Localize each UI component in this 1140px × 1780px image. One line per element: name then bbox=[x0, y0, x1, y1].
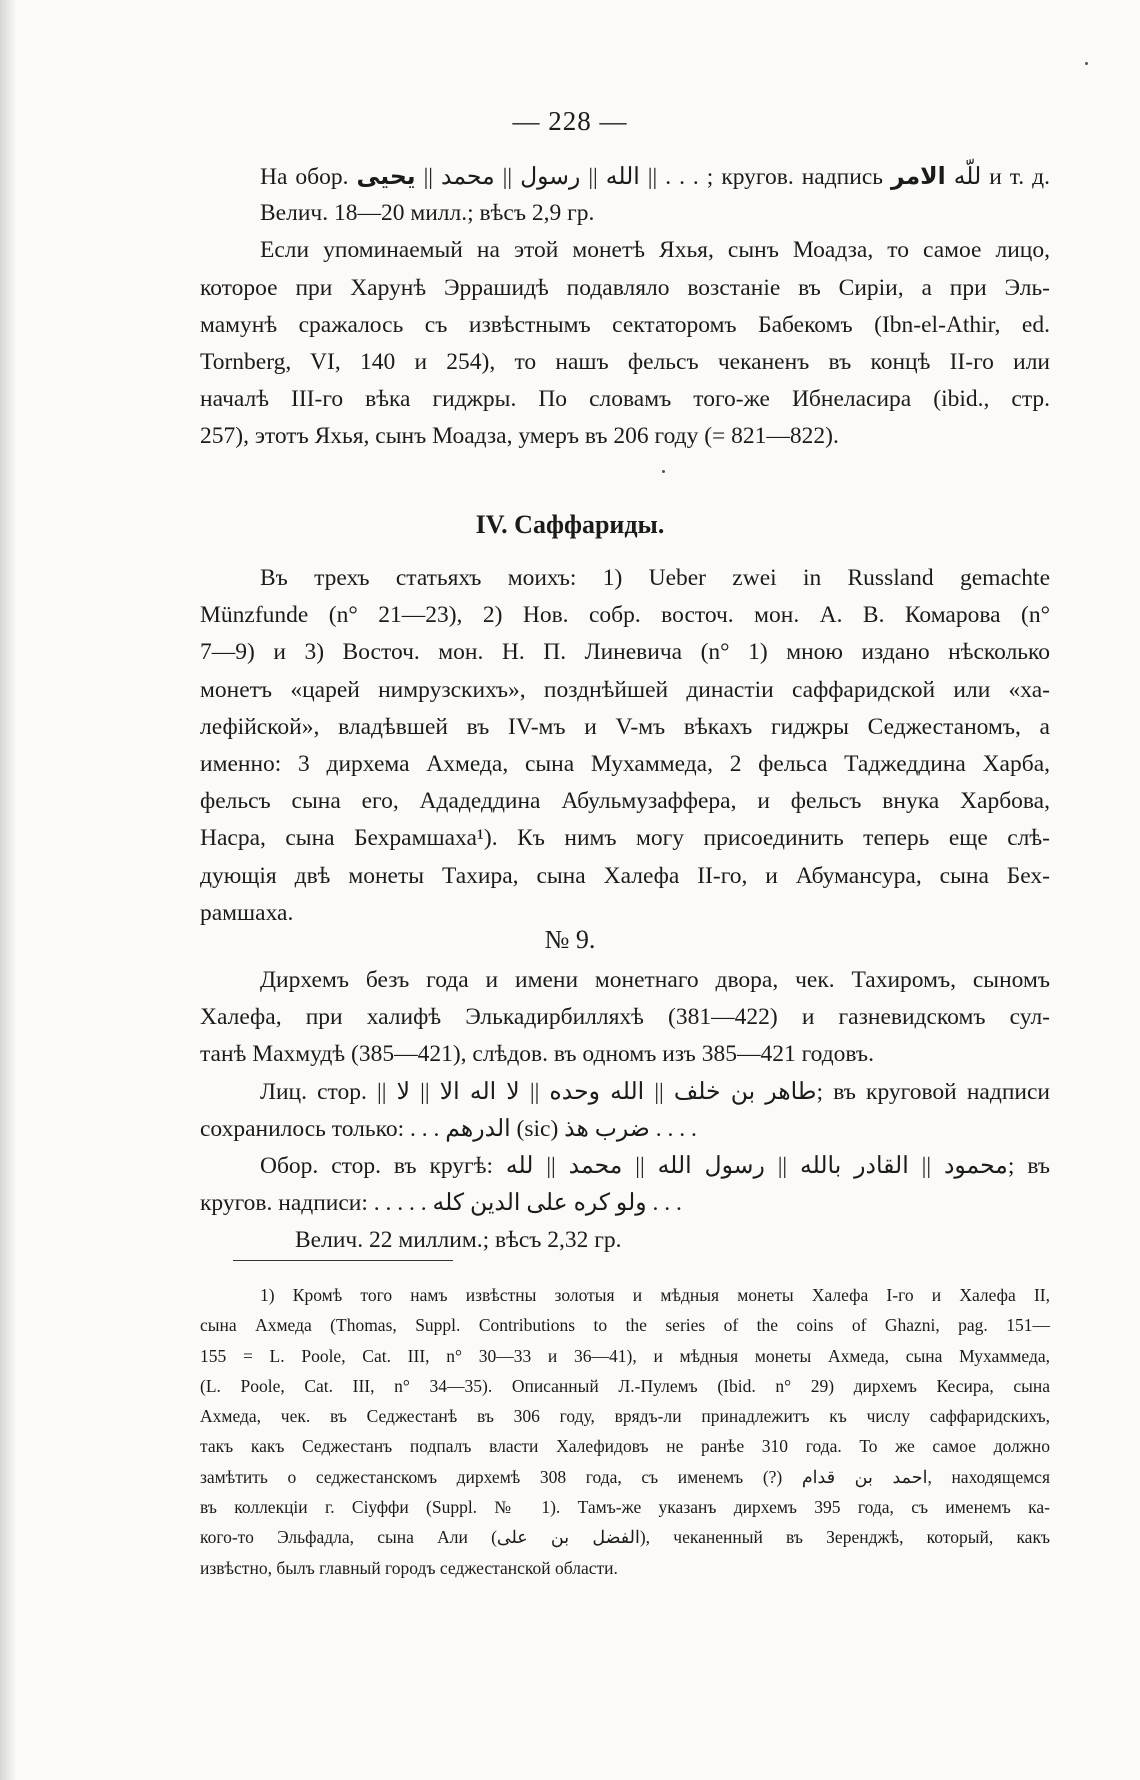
text-line: танѣ Махмудѣ (385—421), слѣдов. въ одномъ изъ 385—421 годовъ. bbox=[200, 1041, 874, 1068]
text-line: именно: 3 дирхема Ахмеда, сына Мухаммеда, 2 фельса Таджеддина Харба, bbox=[200, 750, 1050, 777]
top-paragraph bbox=[200, 158, 1050, 456]
footnote-line: такъ какъ Седжестанъ подпалъ власти Халефидовъ не ранѣе 310 года. То же самое должно bbox=[200, 1436, 1050, 1457]
scan-speck bbox=[1085, 62, 1088, 65]
coin-obverse-line: сохранилось только: . . . الدرهم (sic) ضرب هذ . . . . bbox=[200, 1115, 697, 1142]
footnote-line: извѣстно, былъ главный городъ седжестанской области. bbox=[200, 1557, 618, 1578]
text-line: Münzfunde (n° 21—23), 2) Нов. собр. восточ. мон. А. В. Комарова (n° bbox=[200, 602, 1050, 629]
text-line: Въ трехъ статьяхъ моихъ: 1) Ueber zwei in Russland gemachte bbox=[260, 565, 1050, 591]
footnote-line: 1) Кромѣ того намъ извѣстны золотыя и мѣдныя монеты Халефа I-го и Халефа II, bbox=[260, 1285, 1050, 1305]
scan-speck bbox=[662, 470, 665, 473]
text-line: лефійской», владѣвшей въ IV-мъ и V-мъ вѣкахъ гиджры Седжестаномъ, а bbox=[200, 713, 1050, 740]
scan-edge-shadow bbox=[0, 0, 16, 1780]
text-line: началѣ III-го вѣка гиджры. По словамъ того-же Ибнеласира (ibid., стр. bbox=[200, 386, 1050, 413]
text-line: Дирхемъ безъ года и имени монетнаго двора, чек. Тахиромъ, сыномъ bbox=[260, 967, 1050, 993]
section-paragraph bbox=[200, 560, 1050, 932]
text-line: фельсъ сына его, Ададеддина Абульмузаффера, и фельсъ внука Харбова, bbox=[200, 788, 1050, 815]
arabic-inscription: يحيى bbox=[356, 162, 416, 190]
coin-size-line: Велич. 22 миллим.; вѣсъ 2,32 гр. bbox=[295, 1227, 622, 1254]
coin-number: № 9. bbox=[544, 925, 596, 954]
footnote bbox=[200, 1280, 1050, 1583]
text-line: Если упоминаемый на этой монетѣ Яхья, сынъ Моадза, то самое лицо, bbox=[260, 237, 1050, 264]
footnote-line: (L. Poole, Cat. III, n° 34—35). Описанный Л.-Пулемъ (Ibid. n° 29) дирхемъ Кесира, сына bbox=[200, 1375, 1050, 1396]
text-line: Tornberg, VI, 140 и 254), то нашъ фельсъ чеканенъ въ концѣ II-го или bbox=[200, 348, 1050, 375]
text-line: 257), этотъ Яхья, сынъ Моадза, умеръ въ 206 году (= 821—822). bbox=[200, 423, 839, 450]
text-line: Халефа, при халифѣ Элькадирбилляхѣ (381—422) и газневидскомъ сул- bbox=[200, 1004, 1050, 1031]
arabic-inscription: الامر bbox=[890, 162, 946, 190]
coin-paragraph bbox=[200, 962, 1050, 1260]
footnote-line: 155 = L. Poole, Cat. III, n° 30—33 и 36—41), и мѣдныя монеты Ахмеда, сына Мухаммеда, bbox=[200, 1345, 1050, 1366]
footnote-line: въ коллекціи г. Сіуффи (Suppl. № 1). Тамъ-же указанъ дирхемъ 395 года, съ именемъ ка- bbox=[200, 1497, 1050, 1518]
footnote-line: Ахмеда, чек. въ Седжестанѣ въ 306 году, врядъ-ли принадлежитъ къ числу саффаридскихъ, bbox=[200, 1406, 1050, 1427]
text-line: 7—9) и 3) Восточ. мон. Н. П. Линевича (n° 1) мною издано нѣсколько bbox=[200, 639, 1050, 666]
coin-reverse-line: кругов. надписи: . . . . . ولو كره على الدين كله . . . bbox=[200, 1190, 682, 1217]
text-line: Велич. 18—20 милл.; вѣсъ 2,9 гр. bbox=[260, 200, 595, 227]
coin-reverse-line: Обор. стор. въ кругѣ: محمود || القادر بالله || رسول الله || محمد || لله; въ bbox=[260, 1152, 1051, 1179]
page-number: — 228 — bbox=[512, 106, 628, 136]
text-line: которое при Харунѣ Эррашидѣ подавляло возстаніе въ Сиріи, а при Эль- bbox=[200, 274, 1050, 301]
text-line: На обор. يحيى || الله || رسول || محمد || . . . ; кругов. надпись الامر للّه и т. д. bbox=[260, 162, 1050, 190]
text-line: дующія двѣ монеты Тахира, сына Халефа II-го, и Абумансура, сына Бех- bbox=[200, 862, 1050, 889]
text-line: рамшаха. bbox=[200, 899, 294, 926]
coin-obverse-line: Лиц. стор. || طاهر بن خلف || الله وحده || لا اله الا || لا; въ круговой надписи bbox=[260, 1078, 1050, 1105]
text-line: Насра, сына Бехрамшаха¹). Къ нимъ могу присоединить теперь еще слѣ- bbox=[200, 825, 1050, 852]
footnote-line: сына Ахмеда (Thomas, Suppl. Contributions to the series of the coins of Ghazni, pag. 151— bbox=[200, 1315, 1050, 1336]
text-line: монетъ «царей нимрузскихъ», позднѣйшей династіи саффаридской или «ха- bbox=[200, 676, 1050, 703]
section-heading: IV. Саффариды. bbox=[475, 510, 665, 539]
text-line: мамунѣ сражалось съ извѣстнымъ сектаторомъ Бабекомъ (Ibn-el-Athir, ed. bbox=[200, 311, 1050, 338]
footnote-line: кого-то Эльфадла, сына Али (الفضل بن على), чеканенный въ Зеренджѣ, который, какъ bbox=[200, 1527, 1050, 1548]
footnote-rule bbox=[233, 1260, 453, 1261]
footnote-line: замѣтить о седжестанскомъ дирхемѣ 308 года, съ именемъ (?) احمد بن قدام, находящемся bbox=[200, 1466, 1050, 1487]
